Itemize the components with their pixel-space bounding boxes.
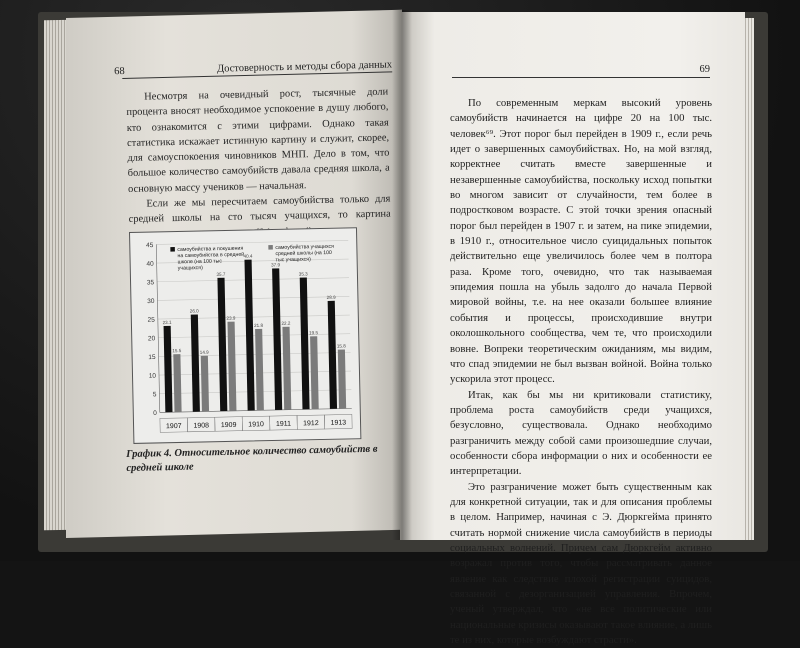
gridline (157, 296, 349, 300)
right-page-text (450, 96, 712, 648)
left-page-text (126, 85, 391, 243)
gridline (158, 334, 350, 338)
bar (338, 350, 346, 409)
data-label: 40.4 (243, 253, 253, 259)
y-tick-label: 10 (148, 372, 157, 380)
running-title: Достоверность и методы сбора данных (216, 59, 393, 75)
book-gutter (392, 10, 412, 540)
y-axis (156, 244, 160, 412)
data-label: 35.7 (216, 271, 226, 277)
data-label: 21.8 (254, 322, 264, 329)
bar (164, 326, 173, 412)
legend-label-line: средней школы (на 100 (275, 249, 332, 258)
y-tick-label: 40 (146, 260, 154, 268)
x-tick-label: 1910 (248, 421, 264, 429)
gridline (159, 390, 351, 394)
x-tick-label: 1913 (330, 419, 347, 427)
x-tick-label: 1911 (275, 420, 292, 428)
legend-label-line: на самоубийства в средней (177, 251, 245, 260)
data-label: 22.2 (281, 320, 291, 326)
bar (217, 278, 227, 411)
bar (328, 301, 337, 409)
paragraph: Это разграничение может быть существенным как для конкретной ситуации, так и для описания проблемы в целом. Например, начиная с Э. Дюркгейма принято считать нормой снижение числа самоубийств в периоды социальных волнений. Причем сам Дюркгейм активно возражал против того, чтобы рассматривать данное явление как следствие плохой регистрации суицидов, связанной с дезорганизацией управления. Впрочем, ученый утверждал, что «не все политические или национальные кризисы оказывают такое влияние, а лишь те из них, которые возбуждают страсти». (450, 480, 712, 647)
legend-label-line: самоубийства и покушения (177, 245, 244, 253)
y-tick-label: 0 (153, 409, 157, 418)
y-tick-label: 35 (146, 279, 155, 287)
gridline (159, 371, 351, 375)
bar (282, 327, 291, 410)
y-tick-label: 15 (148, 353, 156, 362)
data-label: 23.1 (162, 319, 172, 326)
x-tick-label: 1909 (220, 421, 237, 430)
left-page-number: 68 (114, 65, 125, 78)
data-label: 14.9 (199, 349, 209, 355)
bar (310, 336, 319, 409)
bar (227, 322, 236, 411)
bar (201, 356, 209, 412)
data-label: 37.9 (271, 262, 281, 268)
right-page-number: 69 (699, 64, 710, 75)
x-tick-label: 1908 (193, 422, 210, 430)
legend-swatch (170, 247, 175, 252)
data-label: 35.3 (298, 271, 308, 277)
x-tick-label: 1907 (165, 422, 182, 431)
bar (272, 268, 282, 410)
data-label: 15.5 (172, 348, 182, 354)
right-page-header (452, 64, 710, 78)
chart-4 (129, 227, 361, 444)
gridline (157, 278, 349, 282)
y-tick-label: 25 (147, 316, 155, 324)
gridline (158, 315, 350, 319)
legend-label (177, 245, 244, 272)
x-tick-label: 1912 (303, 420, 319, 428)
data-label: 28.9 (326, 294, 336, 300)
paragraph: Если же мы пересчитаем самоубийства только для средней школы на сто тысяч учащихся, то картина (128, 193, 391, 226)
legend-label (275, 243, 334, 264)
bar (255, 329, 264, 411)
y-tick-label: 30 (147, 297, 155, 306)
paragraph: Несмотря на очевидный рост, тысячные доли процента вносят необходимое успокоение в душу любого, кто ознакомится с этими цифрами. Однако такая статистика искажает истинную картину и служит, скорее, для самоуспокоения чиновников МНП. Дело в том, что большое количество самоубийств давала средняя школа, а основную массу учеников — начальная. (126, 86, 390, 195)
chart-caption: График 4. Относительное количество самоубийств в средней школе (126, 443, 378, 474)
bar-chart (130, 228, 360, 443)
legend-label-line: учащихся) (177, 265, 203, 272)
bar (191, 315, 200, 412)
legend-label-line: самоубийства учащихся (275, 243, 334, 251)
paragraph: Итак, как бы мы ни критиковали статистику, проблема роста самоубийств среди учащихся, безусловно, существовала. Однако необходимо разграничить между собой сами произошедшие случаи, особенности сбора информации о них и особенности ее интерпретации. (450, 388, 712, 478)
y-tick-label: 5 (152, 391, 157, 399)
y-tick-label: 20 (147, 335, 156, 343)
paragraph: По современным меркам высокий уровень самоубийств начинается на цифре 20 на 100 тыс. человек⁶⁹. Этот порог был перейден в 1909 г., если речь идет о завершенных самоубийствах. Но, на мой взгляд, корректнее считать вместе завершенные и незавершенные самоубийства, поскольку исход попытки во многом зависит от случайности, тем более в подростковом возрасте. С этой точки зрения опасный порог был перейден в 1907 г. и затем, на пике эпидемии, в 1910 г., относительное число суицидальных попыток действительно еще увеличилось более чем в полтора раза. Кроме того, очевидно, что так называемая эпидемия пошла на убыль задолго до начала Первой мировой войны, т.е. на нее оказали большее влияние события и процессы, происходившие внутри околошкольного сообщества, чем те, что происходили вовне. Вопреки теоретическим ожиданиям, мы видим, что спад эпидемии не был вызван войной. Война только ускорила этот процесс. (450, 97, 712, 386)
data-label: 23.9 (226, 315, 236, 321)
legend-label-line: школе (на 100 тыс (177, 258, 223, 266)
data-label: 19.5 (309, 330, 319, 336)
data-label: 15.8 (336, 343, 346, 349)
x-axis (160, 408, 352, 412)
legend-label-line: тыс учащихся) (275, 256, 311, 264)
bar (244, 260, 254, 411)
bar (173, 354, 181, 412)
y-tick-label: 45 (145, 241, 154, 250)
legend-swatch (268, 245, 273, 250)
data-label: 26.0 (189, 308, 199, 314)
